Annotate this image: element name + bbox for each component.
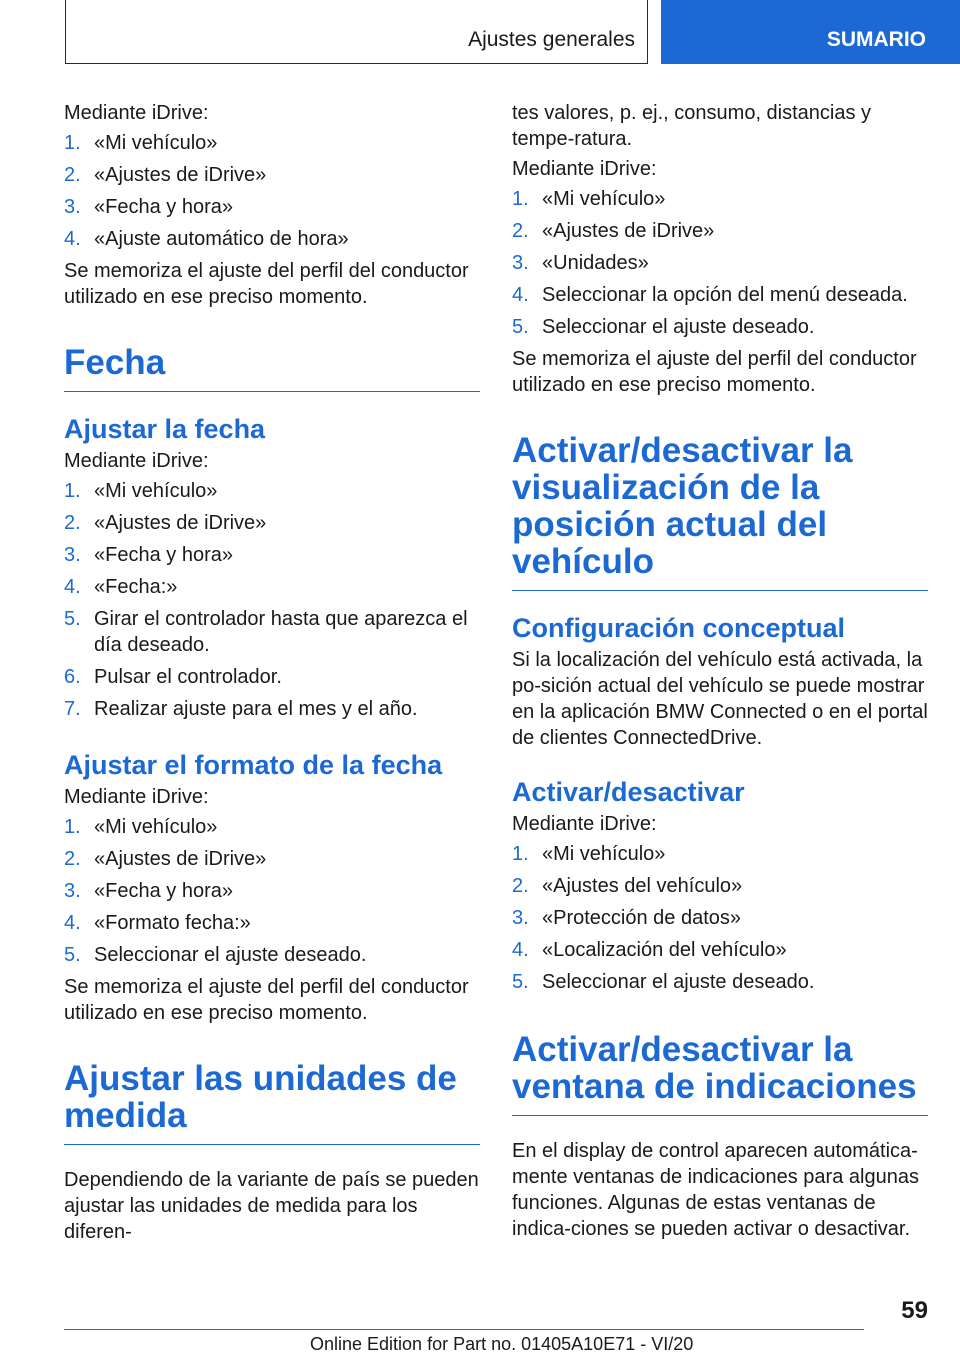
list-item: 2. «Ajustes de iDrive» — [64, 512, 267, 534]
list-item: 2. «Ajustes de iDrive» — [64, 164, 267, 186]
list-item: 4. «Fecha:» — [64, 576, 178, 598]
unidades-heading: Ajustar las unidades de medida — [64, 1060, 480, 1145]
unidades-note: Se memoriza el ajuste del perfil del conductor utilizado en ese preciso momento. — [512, 348, 917, 396]
list-item: 6. Pulsar el controlador. — [64, 666, 282, 688]
list-item: 2. «Ajustes de iDrive» — [64, 848, 267, 870]
header-box — [65, 0, 648, 64]
list-item: 3. «Fecha y hora» — [64, 544, 233, 566]
unidades-text: Dependiendo de la variante de país se pueden ajustar las unidades de medida para los diferen- — [64, 1169, 479, 1243]
unidades-steps-list — [512, 186, 928, 340]
list-item: 4. Seleccionar la opción del menú deseada. — [512, 284, 908, 306]
sumario-button[interactable]: SUMARIO — [661, 0, 960, 64]
list-item: 1. «Mi vehículo» — [512, 843, 666, 865]
formato-fecha-heading: Ajustar el formato de la fecha — [64, 750, 443, 780]
list-item: 5. Seleccionar el ajuste deseado. — [512, 971, 815, 993]
activar-heading: Activar/desactivar — [512, 777, 745, 807]
list-item: 4. «Formato fecha:» — [64, 912, 251, 934]
ajustar-fecha-heading: Ajustar la fecha — [64, 414, 266, 444]
list-item: 3. «Fecha y hora» — [64, 880, 233, 902]
activar-intro: Mediante iDrive: — [512, 813, 657, 835]
list-item: 3. «Unidades» — [512, 252, 649, 274]
formato-fecha-intro: Mediante iDrive: — [64, 786, 209, 808]
ajustar-fecha-steps-list — [64, 478, 480, 722]
list-item: 5. Girar el controlador hasta que aparezca el día deseado. — [64, 608, 468, 656]
posicion-heading: Activar/desactivar la visualización de la posición actual del vehículo — [512, 432, 928, 591]
unidades-intro: Mediante iDrive: — [512, 158, 657, 180]
footer-divider — [64, 1329, 864, 1330]
configuracion-heading: Configuración conceptual — [512, 613, 846, 643]
intro-note: Se memoriza el ajuste del perfil del conductor utilizado en ese preciso momento. — [64, 260, 469, 308]
formato-fecha-steps-list — [64, 814, 480, 968]
ventana-text: En el display de control aparecen automática-mente ventanas de indicaciones para algunas funciones. Algunas de estas ventanas de indica-ciones se pueden activar o desactivar. — [512, 1140, 919, 1240]
intro-steps-list — [64, 130, 480, 252]
list-item: 3. «Fecha y hora» — [64, 196, 233, 218]
list-item: 1. «Mi vehículo» — [64, 816, 218, 838]
list-item: 5. Seleccionar el ajuste deseado. — [512, 316, 815, 338]
page-number: 59 — [901, 1297, 928, 1324]
right-column — [512, 100, 928, 1246]
left-column — [64, 100, 480, 1249]
list-item: 1. «Mi vehículo» — [512, 188, 666, 210]
list-item: 7. Realizar ajuste para el mes y el año. — [64, 698, 418, 720]
list-item: 3. «Protección de datos» — [512, 907, 742, 929]
activar-steps-list — [512, 841, 928, 995]
intro-text: Mediante iDrive: — [64, 102, 209, 124]
header-title: Ajustes generales — [468, 28, 635, 51]
list-item: 1. «Mi vehículo» — [64, 132, 218, 154]
ajustar-fecha-intro: Mediante iDrive: — [64, 450, 209, 472]
list-item: 2. «Ajustes del vehículo» — [512, 875, 743, 897]
configuracion-text: Si la localización del vehículo está activada, la po-sición actual del vehículo se puede mostrar en la aplicación BMW Connected o en el portal de clientes ConnectedDrive. — [512, 649, 928, 749]
unidades-continued-text: tes valores, p. ej., consumo, distancias y tempe-ratura. — [512, 102, 872, 150]
list-item: 5. Seleccionar el ajuste deseado. — [64, 944, 367, 966]
formato-fecha-note: Se memoriza el ajuste del perfil del conductor utilizado en ese preciso momento. — [64, 976, 469, 1024]
ventana-heading: Activar/desactivar la ventana de indicaciones — [512, 1031, 928, 1116]
list-item: 2. «Ajustes de iDrive» — [512, 220, 715, 242]
list-item: 1. «Mi vehículo» — [64, 480, 218, 502]
footer-edition-text: Online Edition for Part no. 01405A10E71 - VI/20 — [310, 1334, 694, 1354]
list-item: 4. «Localización del vehículo» — [512, 939, 787, 961]
list-item: 4. «Ajuste automático de hora» — [64, 228, 349, 250]
fecha-heading: Fecha — [64, 344, 480, 392]
